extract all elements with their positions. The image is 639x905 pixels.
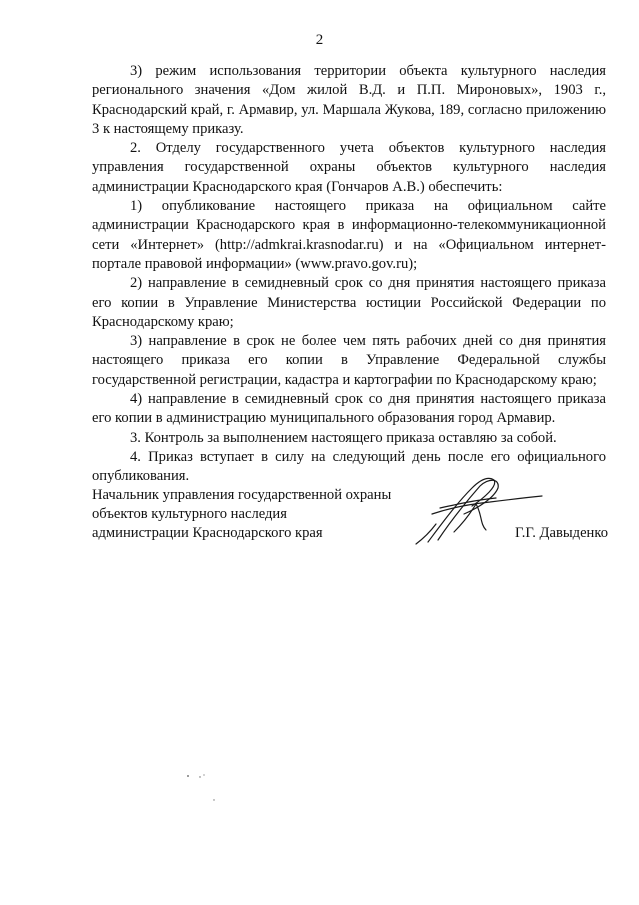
page-number: 2 <box>315 32 324 48</box>
signatory-name: Г.Г. Давыденко <box>514 525 608 541</box>
paragraph-subitem-1-publication: 1) опубликование настоящего приказа на официальном сайте администрации Краснодарского края в информационно-телекоммуникационной сети «Интернет» (http://admkrai.krasnodar.ru) и на «Официальном интернет-портале правовой информации» (www.pravo.gov.ru); <box>92 198 606 272</box>
signatory-title-line-2: объектов культурного наследия <box>92 506 287 522</box>
document-body <box>92 62 606 487</box>
paragraph-item-3-regime: 3) режим использования территории объекта культурного наследия регионального значения «Дом жилой В.Д. и П.П. Мироновых», 1903 г., Краснодарский край, г. Армавир, ул. Маршала Жукова, 189, согласно приложению 3 к настоящему приказу. <box>92 63 606 137</box>
paragraph-subitem-4-armavir: 4) направление в семидневный срок со дня принятия настоящего приказа его копии в администрацию муниципального образования город Армавир. <box>92 391 606 427</box>
paragraph-point-3-control: 3. Контроль за выполнением настоящего приказа оставляю за собой. <box>130 429 557 446</box>
signatory-title-line-1: Начальник управления государственной охраны <box>92 487 392 503</box>
paragraph-subitem-3-registration: 3) направление в срок не более чем пять рабочих дней со дня принятия настоящего приказа его копии в Управление Федеральной службы государственной регистрации, кадастра и картографии по Краснодарскому краю; <box>92 333 606 388</box>
scan-specks-decoration <box>180 770 230 810</box>
signatory-title-line-3: администрации Краснодарского края <box>92 525 323 541</box>
paragraph-subitem-2-justice: 2) направление в семидневный срок со дня принятия настоящего приказа его копии в Управление Министерства юстиции Российской Федерации по Краснодарскому краю; <box>92 275 606 330</box>
paragraph-point-4-effective: 4. Приказ вступает в силу на следующий день после его официального опубликования. <box>92 448 606 485</box>
signature-block <box>92 486 608 556</box>
paragraph-point-2: 2. Отделу государственного учета объектов культурного наследия управления государственной охраны объектов культурного наследия администрации Краснодарского края (Гончаров А.В.) обеспечить: <box>92 140 606 195</box>
